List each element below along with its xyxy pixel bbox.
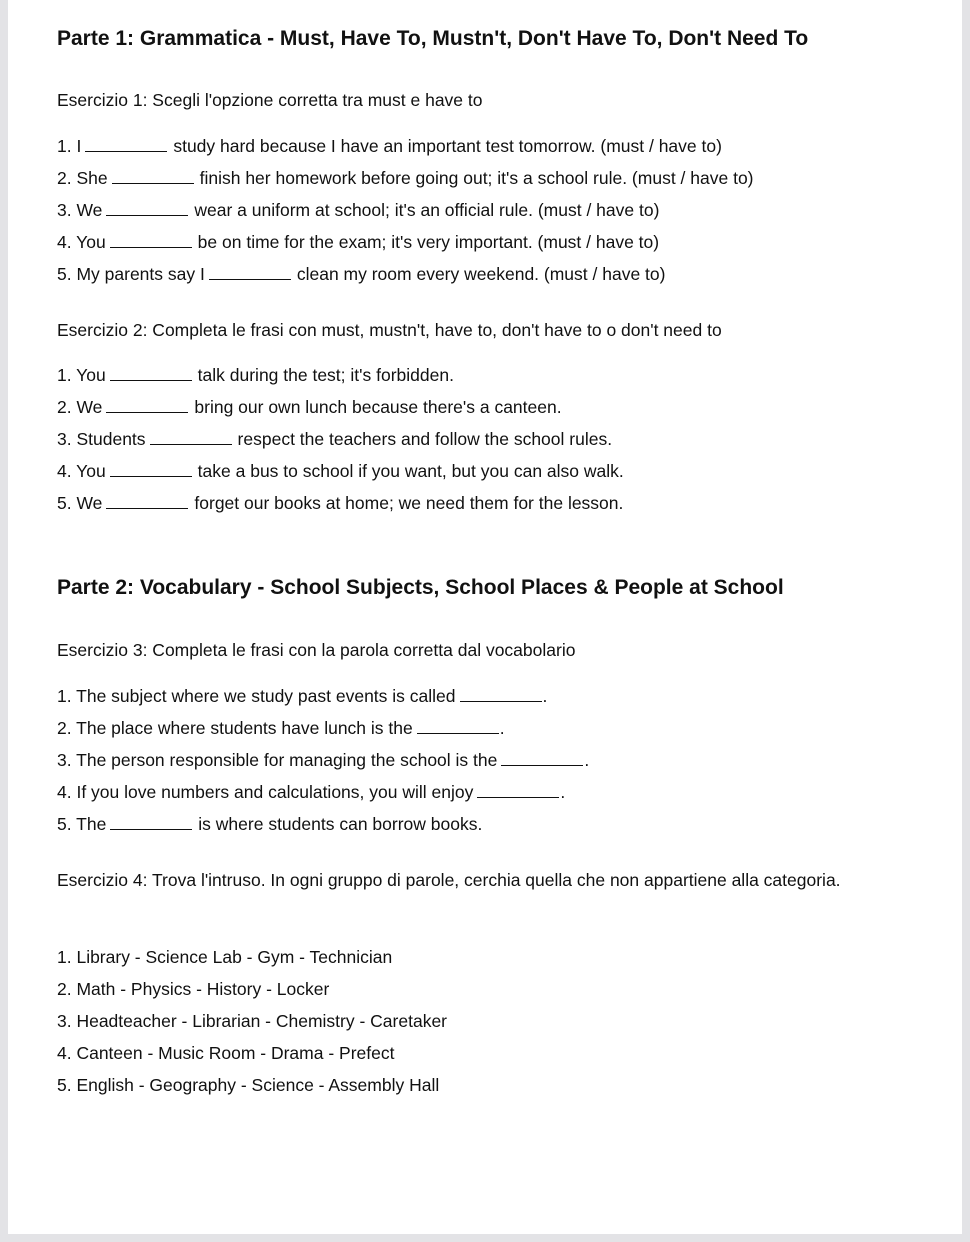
exercise3-item: 5. The is where students can borrow books.: [57, 814, 483, 834]
worksheet-page: [8, 0, 962, 1234]
exercise4-item: 4. Canteen - Music Room - Drama - Prefect: [57, 1043, 395, 1063]
answer-blank[interactable]: [477, 783, 559, 798]
answer-blank[interactable]: [110, 233, 192, 248]
exercise1-item: 3. We wear a uniform at school; it's an official rule. (must / have to): [57, 200, 660, 220]
exercise3-item: 1. The subject where we study past events is called .: [57, 686, 548, 706]
answer-blank[interactable]: [209, 265, 291, 280]
exercise3-instruction: Esercizio 3: Completa le frasi con la parola corretta dal vocabolario: [57, 640, 576, 660]
exercise3-item: 2. The place where students have lunch is the .: [57, 718, 505, 738]
exercise4-item: 1. Library - Science Lab - Gym - Technician: [57, 947, 393, 967]
exercise2-item: 2. We bring our own lunch because there's a canteen.: [57, 397, 562, 417]
exercise4-item: 5. English - Geography - Science - Assembly Hall: [57, 1075, 440, 1095]
answer-blank[interactable]: [85, 137, 167, 152]
exercise4-item: 2. Math - Physics - History - Locker: [57, 979, 330, 999]
exercise1-item: 1. I study hard because I have an important test tomorrow. (must / have to): [57, 136, 722, 156]
exercise2-item: 1. You talk during the test; it's forbidden.: [57, 365, 454, 385]
answer-blank[interactable]: [417, 719, 499, 734]
exercise2-item: 5. We forget our books at home; we need them for the lesson.: [57, 493, 624, 513]
exercise2-item: 4. You take a bus to school if you want, but you can also walk.: [57, 461, 624, 481]
answer-blank[interactable]: [460, 687, 542, 702]
part1-title: Parte 1: Grammatica - Must, Have To, Mustn't, Don't Have To, Don't Need To: [57, 27, 809, 50]
answer-blank[interactable]: [110, 366, 192, 381]
exercise4-instruction: Esercizio 4: Trova l'intruso. In ogni gruppo di parole, cerchia quella che non appartiene alla categoria.: [57, 870, 841, 890]
exercise1-item: 4. You be on time for the exam; it's very important. (must / have to): [57, 232, 660, 252]
answer-blank[interactable]: [112, 169, 194, 184]
exercise2-item: 3. Students respect the teachers and follow the school rules.: [57, 429, 613, 449]
exercise1-item: 5. My parents say I clean my room every weekend. (must / have to): [57, 264, 666, 284]
answer-blank[interactable]: [150, 430, 232, 445]
exercise1-item: 2. She finish her homework before going out; it's a school rule. (must / have to): [57, 168, 754, 188]
exercise2-instruction: Esercizio 2: Completa le frasi con must, mustn't, have to, don't have to o don't need to: [57, 320, 722, 340]
answer-blank[interactable]: [110, 462, 192, 477]
answer-blank[interactable]: [110, 815, 192, 830]
exercise1-instruction: Esercizio 1: Scegli l'opzione corretta tra must e have to: [57, 90, 483, 110]
answer-blank[interactable]: [501, 751, 583, 766]
answer-blank[interactable]: [106, 201, 188, 216]
exercise3-item: 4. If you love numbers and calculations, you will enjoy .: [57, 782, 566, 802]
exercise3-item: 3. The person responsible for managing the school is the .: [57, 750, 590, 770]
exercise4-item: 3. Headteacher - Librarian - Chemistry - Caretaker: [57, 1011, 448, 1031]
answer-blank[interactable]: [106, 494, 188, 509]
answer-blank[interactable]: [106, 398, 188, 413]
part2-title: Parte 2: Vocabulary - School Subjects, School Places & People at School: [57, 576, 784, 599]
